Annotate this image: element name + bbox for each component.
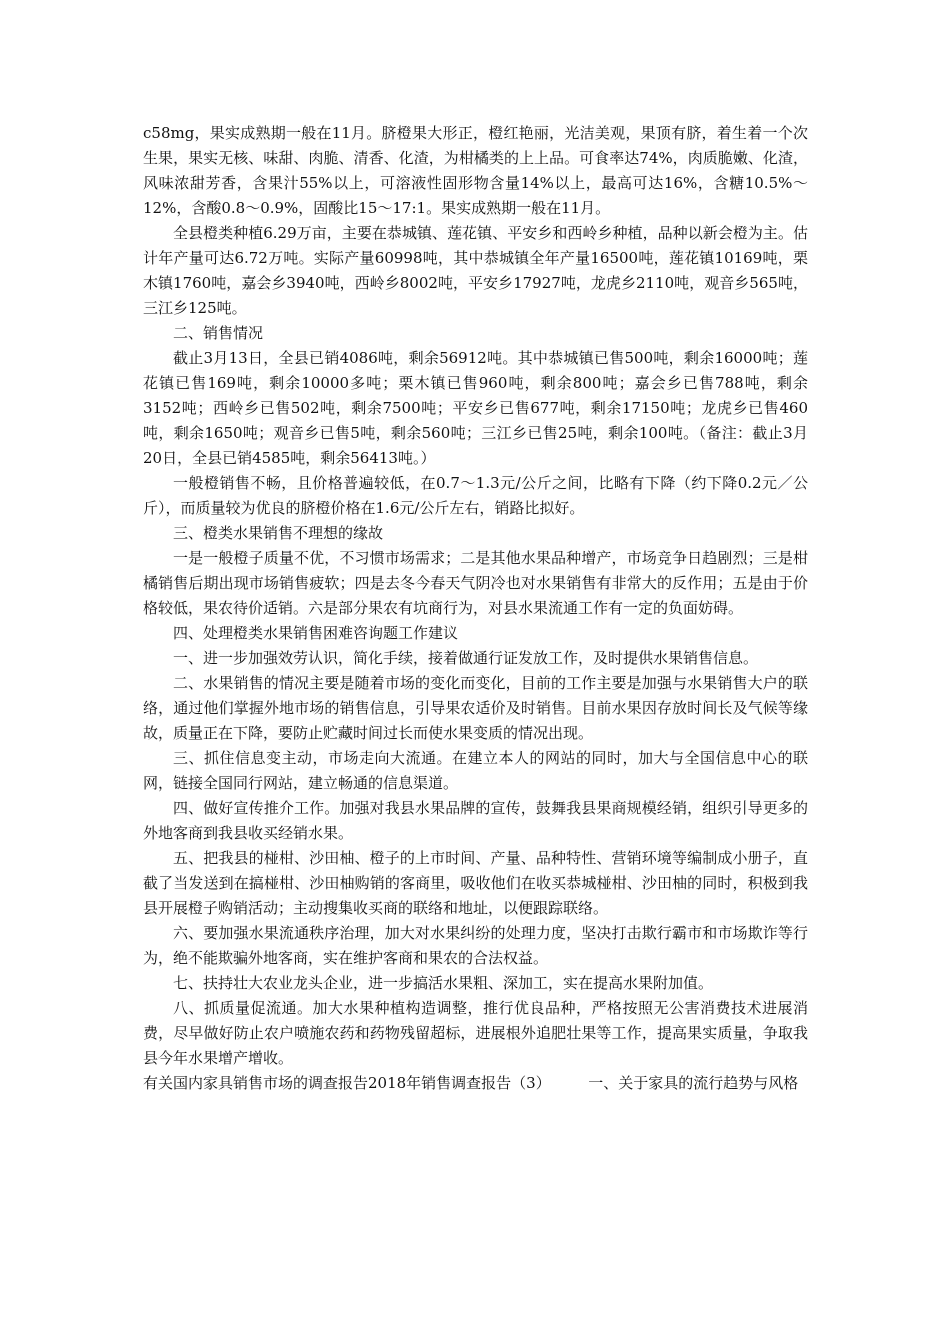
paragraph-sales-figures: 截止3月13日，全县已销4086吨，剩余56912吨。其中恭城镇已售500吨，剩余16000吨；莲花镇已售169吨，剩余10000多吨；栗木镇已售960吨，剩余800吨；嘉会乡已售788吨，剩余3152吨；西岭乡已售502吨，剩余7500吨；平安乡已售677吨，剩余17150吨；龙虎乡已售460吨，剩余1650吨；观音乡已售5吨，剩余560吨；三江乡已售25吨，剩余100吨。（备注：截止3月20日，全县已销4585吨，剩余56413吨。） (143, 349, 808, 467)
suggestion-item-1: 一、进一步加强效劳认识，简化手续，接着做通行证发放工作，及时提供水果销售信息。 (173, 649, 759, 667)
section-heading-sales: 二、销售情况 (173, 324, 264, 342)
suggestion-item-8: 八、抓质量促流通。加大水果种植构造调整，推行优良品种，严格按照无公害消费技术进展消费，尽早做好防止农户喷施农药和药物残留超标，进展根外追肥壮果等工作，提高果实质量，争取我县今年水果增产增收。 (143, 999, 808, 1067)
paragraph-navel-orange-traits: c58mg，果实成熟期一般在11月。脐橙果大形正，橙红艳丽，光洁美观，果顶有脐，着生着一个次生果，果实无核、味甜、肉脆、清香、化渣，为柑橘类的上上品。可食率达74%，肉质脆嫩、化渣，风味浓甜芳香，含果汁55%以上，可溶液性固形物含量14%以上，最高可达16%，含糖10.5%～12%，含酸0.8～0.9%，固酸比15～17:1。果实成熟期一般在11月。 (143, 124, 808, 217)
suggestion-item-2: 二、水果销售的情况主要是随着市场的变化而变化，目前的工作主要是加强与水果销售大户的联络，通过他们掌握外地市场的销售信息，引导果农适价及时销售。目前水果因存放时间长及气候等缘故，质量正在下降，要防止贮藏时间过长而使水果变质的情况出现。 (143, 674, 808, 742)
next-document-title: 有关国内家具销售市场的调查报告2018年销售调查报告（3） 一、关于家具的流行趋势与风格 (143, 1074, 799, 1092)
document-page (143, 121, 808, 1096)
suggestion-item-3: 三、抓住信息变主动，市场走向大流通。在建立本人的网站的同时，加大与全国信息中心的联网，链接全国同行网站，建立畅通的信息渠道。 (143, 749, 808, 792)
suggestion-item-7: 七、扶持壮大农业龙头企业，进一步搞活水果粗、深加工，实在提高水果附加值。 (173, 974, 714, 992)
suggestion-item-4: 四、做好宣传推介工作。加强对我县水果品牌的宣传，鼓舞我县果商规模经销，组织引导更多的外地客商到我县收买经销水果。 (143, 799, 808, 842)
section-heading-suggestions: 四、处理橙类水果销售困难咨询题工作建议 (173, 624, 459, 642)
paragraph-price-info: 一般橙销售不畅，且价格普遍较低，在0.7～1.3元/公斤之间，比略有下降（约下降0.2元／公斤），而质量较为优良的脐橙价格在1.6元/公斤左右，销路比拟好。 (143, 474, 808, 517)
paragraph-causes: 一是一般橙子质量不优，不习惯市场需求；二是其他水果品种增产，市场竞争日趋剧烈；三是柑橘销售后期出现市场销售疲软；四是去冬今春天气阴冷也对水果销售有非常大的反作用；五是由于价格较低，果农待价适销。六是部分果农有坑商行为，对县水果流通工作有一定的负面妨碍。 (143, 549, 808, 617)
suggestion-item-6: 六、要加强水果流通秩序治理，加大对水果纠纷的处理力度，坚决打击欺行霸市和市场欺诈等行为，绝不能欺骗外地客商，实在维护客商和果农的合法权益。 (143, 924, 808, 967)
suggestion-item-5: 五、把我县的椪柑、沙田柚、橙子的上市时间、产量、品种特性、营销环境等编制成小册子，直截了当发送到在搞椪柑、沙田柚购销的客商里，吸收他们在收买恭城椪柑、沙田柚的同时，积极到我县开展橙子购销活动；主动搜集收买商的联络和地址，以便跟踪联络。 (143, 849, 808, 917)
section-heading-causes: 三、橙类水果销售不理想的缘故 (173, 524, 384, 542)
paragraph-county-planting: 全县橙类种植6.29万亩，主要在恭城镇、莲花镇、平安乡和西岭乡种植，品种以新会橙为主。估计年产量可达6.72万吨。实际产量60998吨，其中恭城镇全年产量16500吨，莲花镇10169吨，栗木镇1760吨，嘉会乡3940吨，西岭乡8002吨，平安乡17927吨，龙虎乡2110吨，观音乡565吨，三江乡125吨。 (143, 224, 808, 317)
